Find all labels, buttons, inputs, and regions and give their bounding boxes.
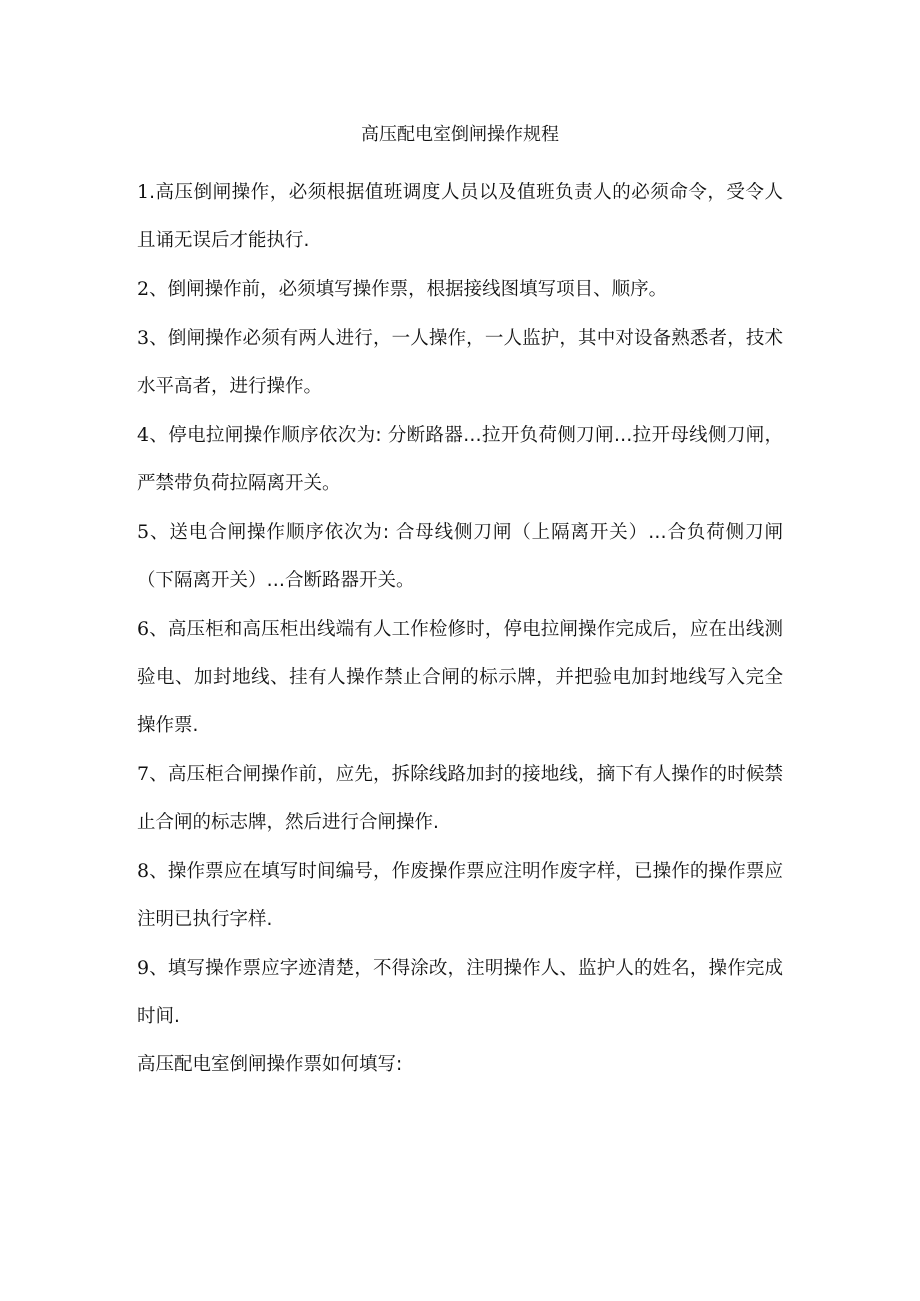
paragraph-7	[137, 750, 783, 847]
paragraph-text: 、高压柜合闸操作前，应先，拆除线路加封的接地线，摘下有人操作的时候禁止合闸的标志牌，然后进行合闸操作.	[137, 764, 783, 833]
paragraph-number: 1	[137, 181, 150, 203]
paragraph-8	[137, 847, 783, 944]
paragraph-number: 9	[137, 957, 150, 979]
paragraph-6	[137, 605, 783, 750]
closing-line: 高压配电室倒闸操作票如何填写:	[137, 1054, 403, 1075]
paragraph-number: 3	[137, 327, 150, 349]
paragraph-number: 6	[137, 618, 150, 640]
paragraph-text: 、填写操作票应字迹清楚，不得涂改，注明操作人、监护人的姓名，操作完成时间.	[137, 958, 783, 1027]
paragraph-text: 、操作票应在填写时间编号，作废操作票应注明作废字样，已操作的操作票应注明已执行字样.	[137, 861, 783, 930]
document-body	[137, 168, 783, 1089]
paragraph-number: 8	[137, 860, 150, 882]
paragraph-5	[137, 508, 783, 605]
paragraph-text: .高压倒闸操作，必须根据值班调度人员以及值班负责人的必须命令，受令人且诵无误后才能执行.	[137, 182, 783, 251]
paragraph-1	[137, 168, 783, 265]
paragraph-text: 、倒闸操作必须有两人进行，一人操作，一人监护，其中对设备熟悉者，技术水平高者，进行操作。	[137, 328, 783, 397]
paragraph-4	[137, 411, 783, 508]
paragraph-number: 4	[137, 424, 150, 446]
paragraph-text: 、倒闸操作前，必须填写操作票，根据接线图填写项目、顺序。	[149, 279, 668, 300]
paragraph-number: 2	[137, 278, 150, 300]
paragraph-text: 、停电拉闸操作顺序依次为: 分断路器…拉开负荷侧刀闸…拉开母线侧刀闸，严禁带负荷拉隔离开关。	[137, 425, 783, 494]
paragraph-number: 7	[137, 763, 150, 785]
paragraph-text: 、高压柜和高压柜出线端有人工作检修时，停电拉闸操作完成后，应在出线测验电、加封地线、挂有人操作禁止合闸的标示牌，并把验电加封地线写入完全操作票.	[137, 619, 783, 736]
paragraph-2	[137, 265, 783, 314]
paragraph-9	[137, 944, 783, 1041]
paragraph-3	[137, 314, 783, 411]
paragraph-text: 、送电合闸操作顺序依次为: 合母线侧刀闸（上隔离开关）…合负荷侧刀闸（下隔离开关）…合断路器开关。	[137, 522, 783, 591]
document-title: 高压配电室倒闸操作规程	[361, 124, 559, 145]
paragraph-number: 5	[137, 521, 150, 543]
